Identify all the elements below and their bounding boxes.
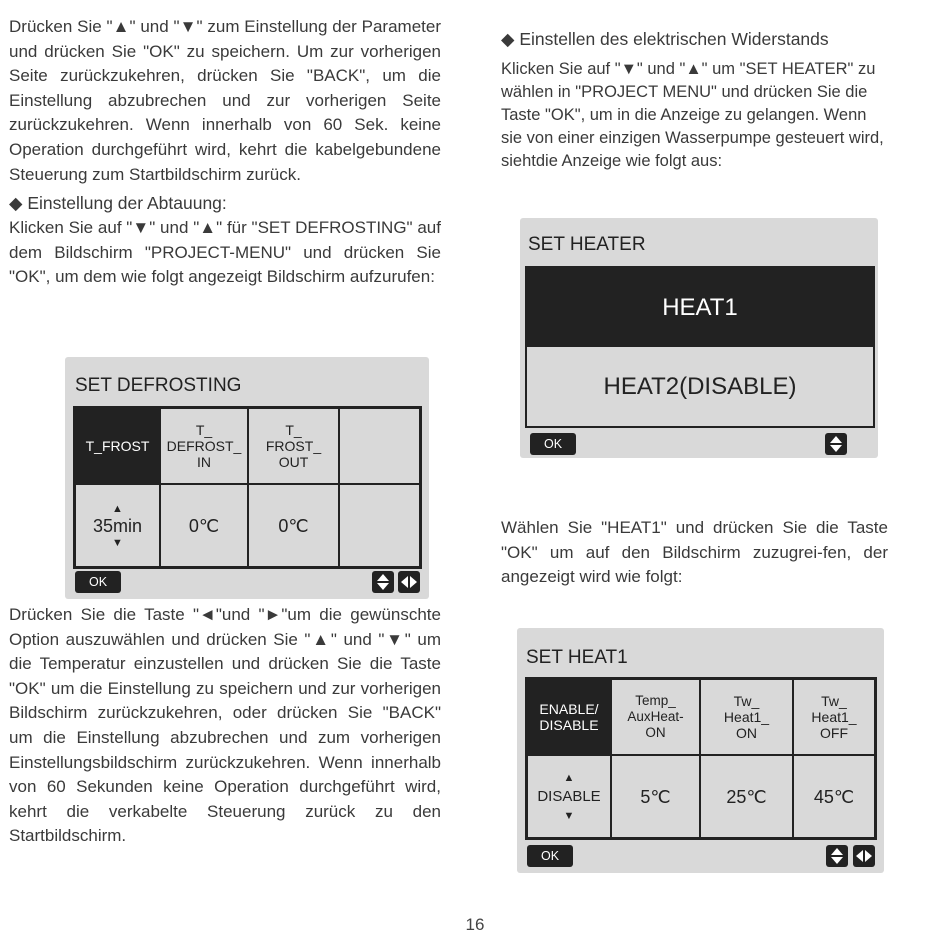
value-tw-heat1-off[interactable]: 45℃ bbox=[813, 786, 855, 807]
value-empty bbox=[340, 485, 419, 566]
header-temp-auxheat-on[interactable]: Temp_ AuxHeat- ON bbox=[612, 680, 701, 756]
heater-heading: ◆ Einstellen des elektrischen Widerstands bbox=[501, 29, 829, 49]
heat1-screen-title: SET HEAT1 bbox=[526, 647, 628, 668]
left-right-icon[interactable] bbox=[853, 845, 875, 867]
ok-button[interactable]: OK bbox=[75, 571, 121, 593]
option-heat2[interactable]: HEAT2(DISABLE) bbox=[603, 372, 797, 400]
header-tw-heat1-off[interactable]: Tw_ Heat1_ OFF bbox=[794, 680, 874, 756]
left-column bbox=[9, 15, 441, 290]
page-number: 16 bbox=[465, 915, 485, 934]
header-t-defrost-in[interactable]: T_ DEFROST_ IN bbox=[161, 409, 249, 485]
down-arrow-icon: ▼ bbox=[112, 536, 123, 549]
up-down-icon[interactable] bbox=[372, 571, 394, 593]
down-arrow-icon: ▼ bbox=[563, 809, 575, 822]
up-down-icon[interactable] bbox=[825, 433, 847, 455]
left-right-icon[interactable] bbox=[398, 571, 420, 593]
value-tw-heat1-on[interactable]: 25℃ bbox=[701, 756, 794, 837]
after-defrost-paragraph: Drücken Sie die Taste "◄"und "►"um die gewünschte Option auszuwählen und drücken Sie "▲" und "▼" um die Temperatur einzustellen und drücken Sie die Taste "OK" um die Einstellung zu speichern und zur vorherigen Bildschirm zurückzukehren, oder drücken Sie "BACK" um die Einstellung abzubrechen und zum vorherigen Einstellungsbildschirm zurückzukehren. Wenn innerhalb von 60 Sekunden keine Operation durchgeführt wird, kehrt die verkabelte Steuerung zurück zu den Startbildschirm. bbox=[9, 605, 441, 846]
intro-paragraph: Drücken Sie "▲" und "▼" zum Einstellung der Parameter und drücken Sie "OK" zu speichern. Um zur vorherigen Seite zurückzukehren, drücken Sie "BACK", um die Einstellung abzubrechen und zur vorherigen Seite zurückzukehren. Wenn innerhalb von 60 Sek. keine Operation durchgeführt wird, kehrt die kabelgebundene Steuerung zum Startbildschirm zurück. bbox=[9, 17, 441, 184]
value-t-frost-out[interactable]: 0℃ bbox=[249, 485, 340, 566]
defrost-paragraph: Klicken Sie auf "▼" und "▲" für "SET DEFROSTING" auf dem Bildschirm "PROJECT-MENU" und drücken Sie "OK", um dem wie folgt angezeigt Bildschirm aufzurufen: bbox=[9, 218, 441, 287]
defrost-screen bbox=[65, 357, 429, 599]
heater-screen bbox=[520, 218, 878, 458]
defrost-screen-title: SET DEFROSTING bbox=[75, 375, 242, 396]
value-enable-disable[interactable] bbox=[528, 756, 612, 837]
left-column-bottom bbox=[9, 603, 441, 849]
t-frost-value: 35min bbox=[92, 515, 143, 536]
ok-button[interactable]: OK bbox=[530, 433, 576, 455]
defrost-table bbox=[73, 406, 422, 569]
heater-paragraph: Klicken Sie auf "▼" und "▲" um "SET HEATER" zu wählen in "PROJECT MENU" und drücken Sie die Taste "OK", um in die Anzeige zu gelangen. Wenn sie von einer einzigen Wasserpumpe gesteuert wird, siehtdie Anzeige wie folgt aus: bbox=[501, 60, 884, 170]
heat1-screen bbox=[517, 628, 884, 873]
enable-disable-value: DISABLE bbox=[537, 787, 601, 805]
header-tw-heat1-on[interactable]: Tw_ Heat1_ ON bbox=[701, 680, 794, 756]
right-column bbox=[501, 27, 886, 173]
ok-button[interactable]: OK bbox=[527, 845, 573, 867]
header-enable-disable[interactable]: ENABLE/ DISABLE bbox=[528, 680, 612, 756]
option-heat1[interactable]: HEAT1 bbox=[527, 268, 873, 347]
heater-screen-title: SET HEATER bbox=[528, 234, 646, 255]
up-down-icon[interactable] bbox=[826, 845, 848, 867]
header-empty bbox=[340, 409, 419, 485]
header-t-frost[interactable]: T_FROST bbox=[76, 409, 161, 485]
heater-options bbox=[525, 266, 875, 428]
value-t-frost[interactable] bbox=[76, 485, 161, 566]
heat1-text-block bbox=[501, 516, 888, 590]
value-t-defrost-in[interactable]: 0℃ bbox=[161, 485, 249, 566]
heat1-paragraph: Wählen Sie "HEAT1" und drücken Sie die Taste "OK" um auf den Bildschirm zuzugrei-fen, der angezeigt wird wie folgt: bbox=[501, 518, 888, 587]
up-arrow-icon: ▲ bbox=[112, 502, 123, 515]
value-temp-auxheat-on[interactable]: 5℃ bbox=[612, 756, 701, 837]
up-arrow-icon: ▲ bbox=[563, 771, 575, 784]
defrost-heading: ◆ Einstellung der Abtauung: bbox=[9, 193, 227, 214]
header-t-frost-out[interactable]: T_ FROST_ OUT bbox=[249, 409, 340, 485]
heat1-table bbox=[525, 677, 877, 840]
